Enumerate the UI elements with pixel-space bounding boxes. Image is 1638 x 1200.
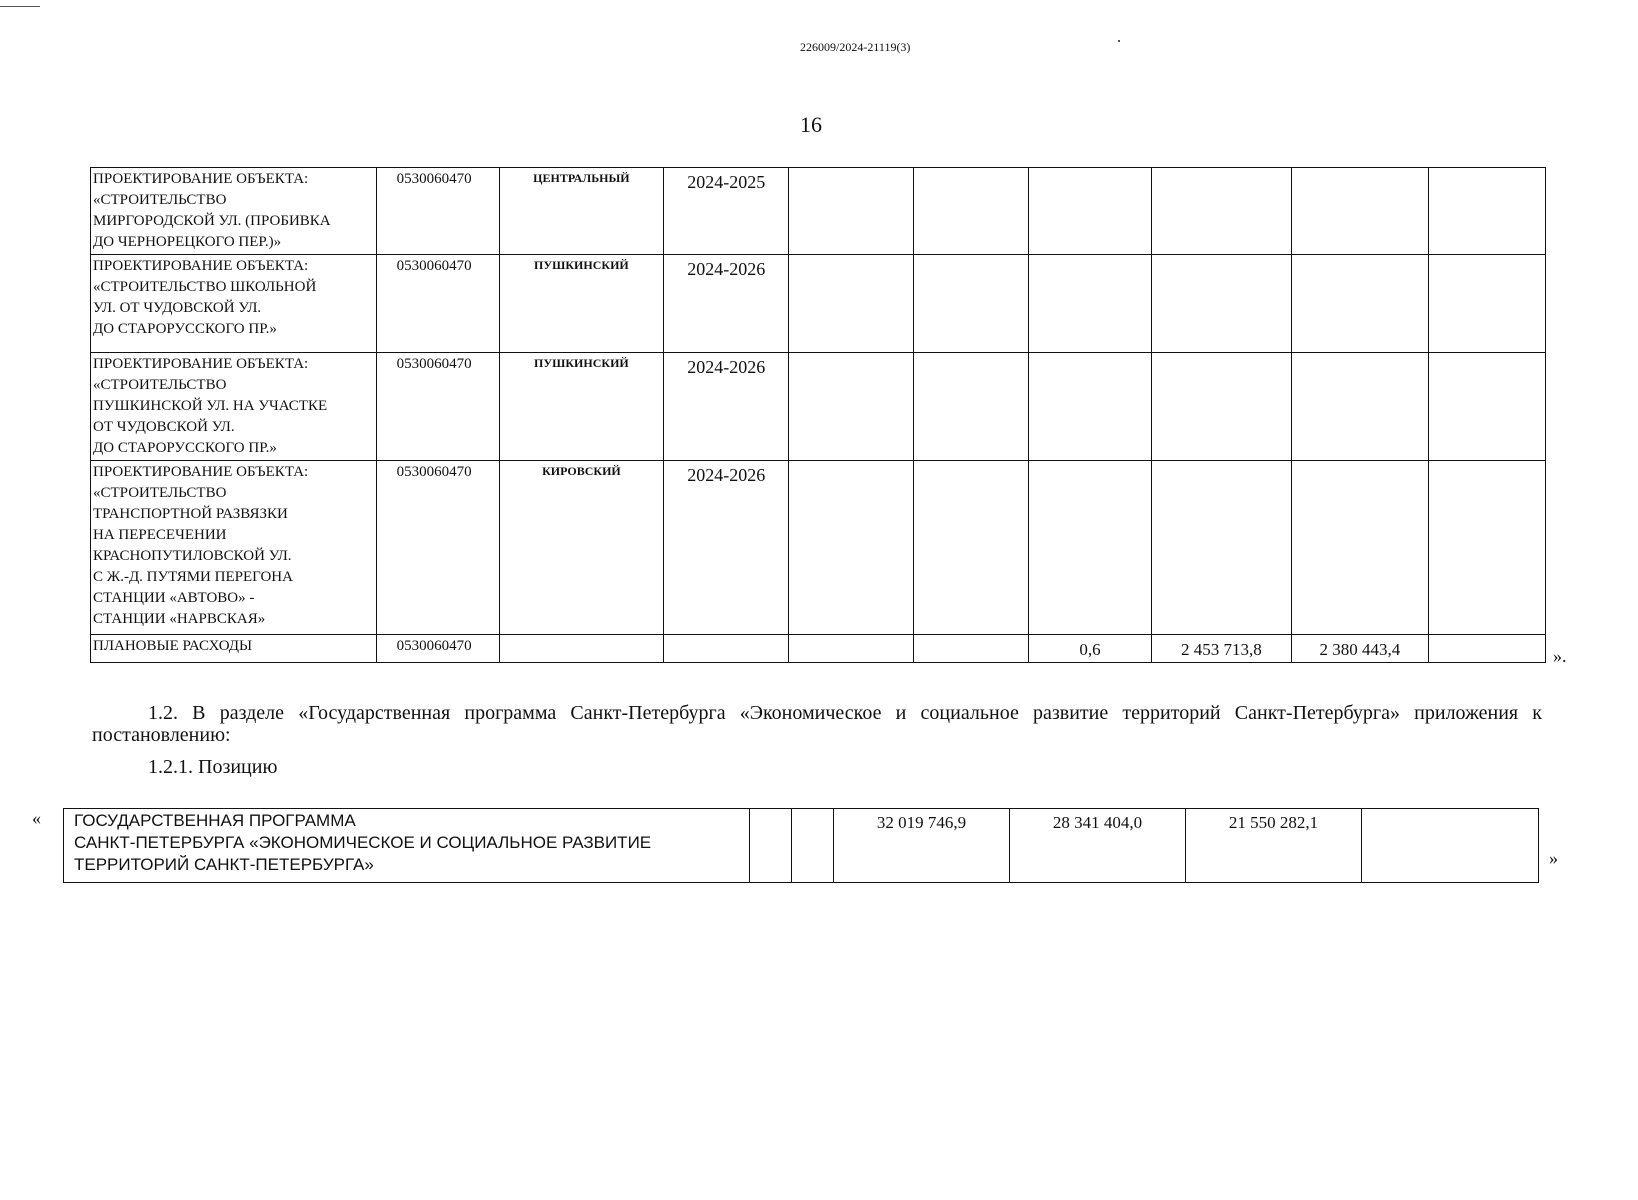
value-cell-3: [1029, 461, 1152, 635]
project-description: ПРОЕКТИРОВАНИЕ ОБЪЕКТА: «СТРОИТЕЛЬСТВО МИРГОРОДСКОЙ УЛ. (ПРОБИВКА ДО ЧЕРНОРЕЦКОГО ПЕР.)»: [91, 168, 377, 255]
value-cell-4: [1151, 461, 1291, 635]
value-cell-5: [1291, 461, 1429, 635]
district: ПУШКИНСКИЙ: [499, 255, 664, 353]
value-cell-3: 0,6: [1029, 635, 1152, 663]
value-cell-1: [789, 255, 914, 353]
table-row: [91, 353, 1546, 461]
amount-cell-2: 28 341 404,0: [1010, 809, 1186, 883]
district: [499, 635, 664, 663]
value-cell-4: [1151, 255, 1291, 353]
value-cell-5: [1291, 168, 1429, 255]
value-cell-6: [1429, 255, 1546, 353]
position-opening-quote: «: [32, 808, 41, 828]
document-number: 226009/2024-21119(3): [800, 40, 911, 54]
value-cell-3: [1029, 353, 1152, 461]
table-row: [64, 809, 1539, 883]
table-row: [91, 635, 1546, 663]
subsection-paragraph: 1.2.1. Позицию: [148, 756, 278, 778]
budget-code: 0530060470: [376, 168, 499, 255]
budget-code: 0530060470: [376, 255, 499, 353]
value-cell-6: [1429, 461, 1546, 635]
table-row: [91, 168, 1546, 255]
budget-code: 0530060470: [376, 461, 499, 635]
position-closing-quote: »: [1549, 848, 1558, 868]
period: [664, 635, 789, 663]
district: ПУШКИНСКИЙ: [499, 353, 664, 461]
budget-code: 0530060470: [376, 635, 499, 663]
empty-cell-2: [792, 809, 834, 883]
construction-projects-table: [90, 167, 1546, 663]
value-cell-1: [789, 635, 914, 663]
program-name: ГОСУДАРСТВЕННАЯ ПРОГРАММА САНКТ-ПЕТЕРБУРГА «ЭКОНОМИЧЕСКОЕ И СОЦИАЛЬНОЕ РАЗВИТИЕ ТЕРРИТОРИЙ САНКТ-ПЕТЕРБУРГА»: [64, 809, 750, 883]
value-cell-2: [914, 353, 1029, 461]
budget-code: 0530060470: [376, 353, 499, 461]
value-cell-5: [1291, 255, 1429, 353]
value-cell-5: 2 380 443,4: [1291, 635, 1429, 663]
empty-cell-1: [750, 809, 792, 883]
table-closing-quote: ».: [1553, 646, 1567, 666]
value-cell-2: [914, 461, 1029, 635]
value-cell-6: [1429, 168, 1546, 255]
project-description: ПРОЕКТИРОВАНИЕ ОБЪЕКТА: «СТРОИТЕЛЬСТВО ТРАНСПОРТНОЙ РАЗВЯЗКИ НА ПЕРЕСЕЧЕНИИ КРАСНОПУТИЛОВСКОЙ УЛ. С Ж.-Д. ПУТЯМИ ПЕРЕГОНА СТАНЦИИ «АВТОВО» - СТАНЦИИ «НАРВСКАЯ»: [91, 461, 377, 635]
project-description: ПРОЕКТИРОВАНИЕ ОБЪЕКТА: «СТРОИТЕЛЬСТВО ШКОЛЬНОЙ УЛ. ОТ ЧУДОВСКОЙ УЛ. ДО СТАРОРУССКОГО ПР.»: [91, 255, 377, 353]
value-cell-1: [789, 461, 914, 635]
scan-dot: [1118, 40, 1120, 42]
value-cell-2: [914, 635, 1029, 663]
page-number: 16: [800, 112, 822, 137]
top-edge-line: [0, 6, 40, 7]
table-row: [91, 461, 1546, 635]
period: 2024-2026: [664, 353, 789, 461]
value-cell-2: [914, 168, 1029, 255]
amount-cell-1: 32 019 746,9: [834, 809, 1010, 883]
period: 2024-2026: [664, 461, 789, 635]
value-cell-1: [789, 353, 914, 461]
value-cell-4: 2 453 713,8: [1151, 635, 1291, 663]
project-description: ПЛАНОВЫЕ РАСХОДЫ: [91, 635, 377, 663]
project-description: ПРОЕКТИРОВАНИЕ ОБЪЕКТА: «СТРОИТЕЛЬСТВО ПУШКИНСКОЙ УЛ. НА УЧАСТКЕ ОТ ЧУДОВСКОЙ УЛ. ДО СТАРОРУССКОГО ПР.»: [91, 353, 377, 461]
value-cell-2: [914, 255, 1029, 353]
value-cell-4: [1151, 168, 1291, 255]
state-program-table: [63, 808, 1539, 883]
value-cell-3: [1029, 255, 1152, 353]
value-cell-3: [1029, 168, 1152, 255]
value-cell-6: [1429, 353, 1546, 461]
district: КИРОВСКИЙ: [499, 461, 664, 635]
amendment-paragraph: 1.2. В разделе «Государственная программа Санкт-Петербурга «Экономическое и социальное развитие территорий Санкт-Петербурга» приложения к постановлению:: [92, 702, 1542, 746]
amount-cell-4: [1362, 809, 1539, 883]
period: 2024-2025: [664, 168, 789, 255]
district: ЦЕНТРАЛЬНЫЙ: [499, 168, 664, 255]
table-row: [91, 255, 1546, 353]
period: 2024-2026: [664, 255, 789, 353]
value-cell-1: [789, 168, 914, 255]
value-cell-6: [1429, 635, 1546, 663]
value-cell-5: [1291, 353, 1429, 461]
value-cell-4: [1151, 353, 1291, 461]
amount-cell-3: 21 550 282,1: [1186, 809, 1362, 883]
